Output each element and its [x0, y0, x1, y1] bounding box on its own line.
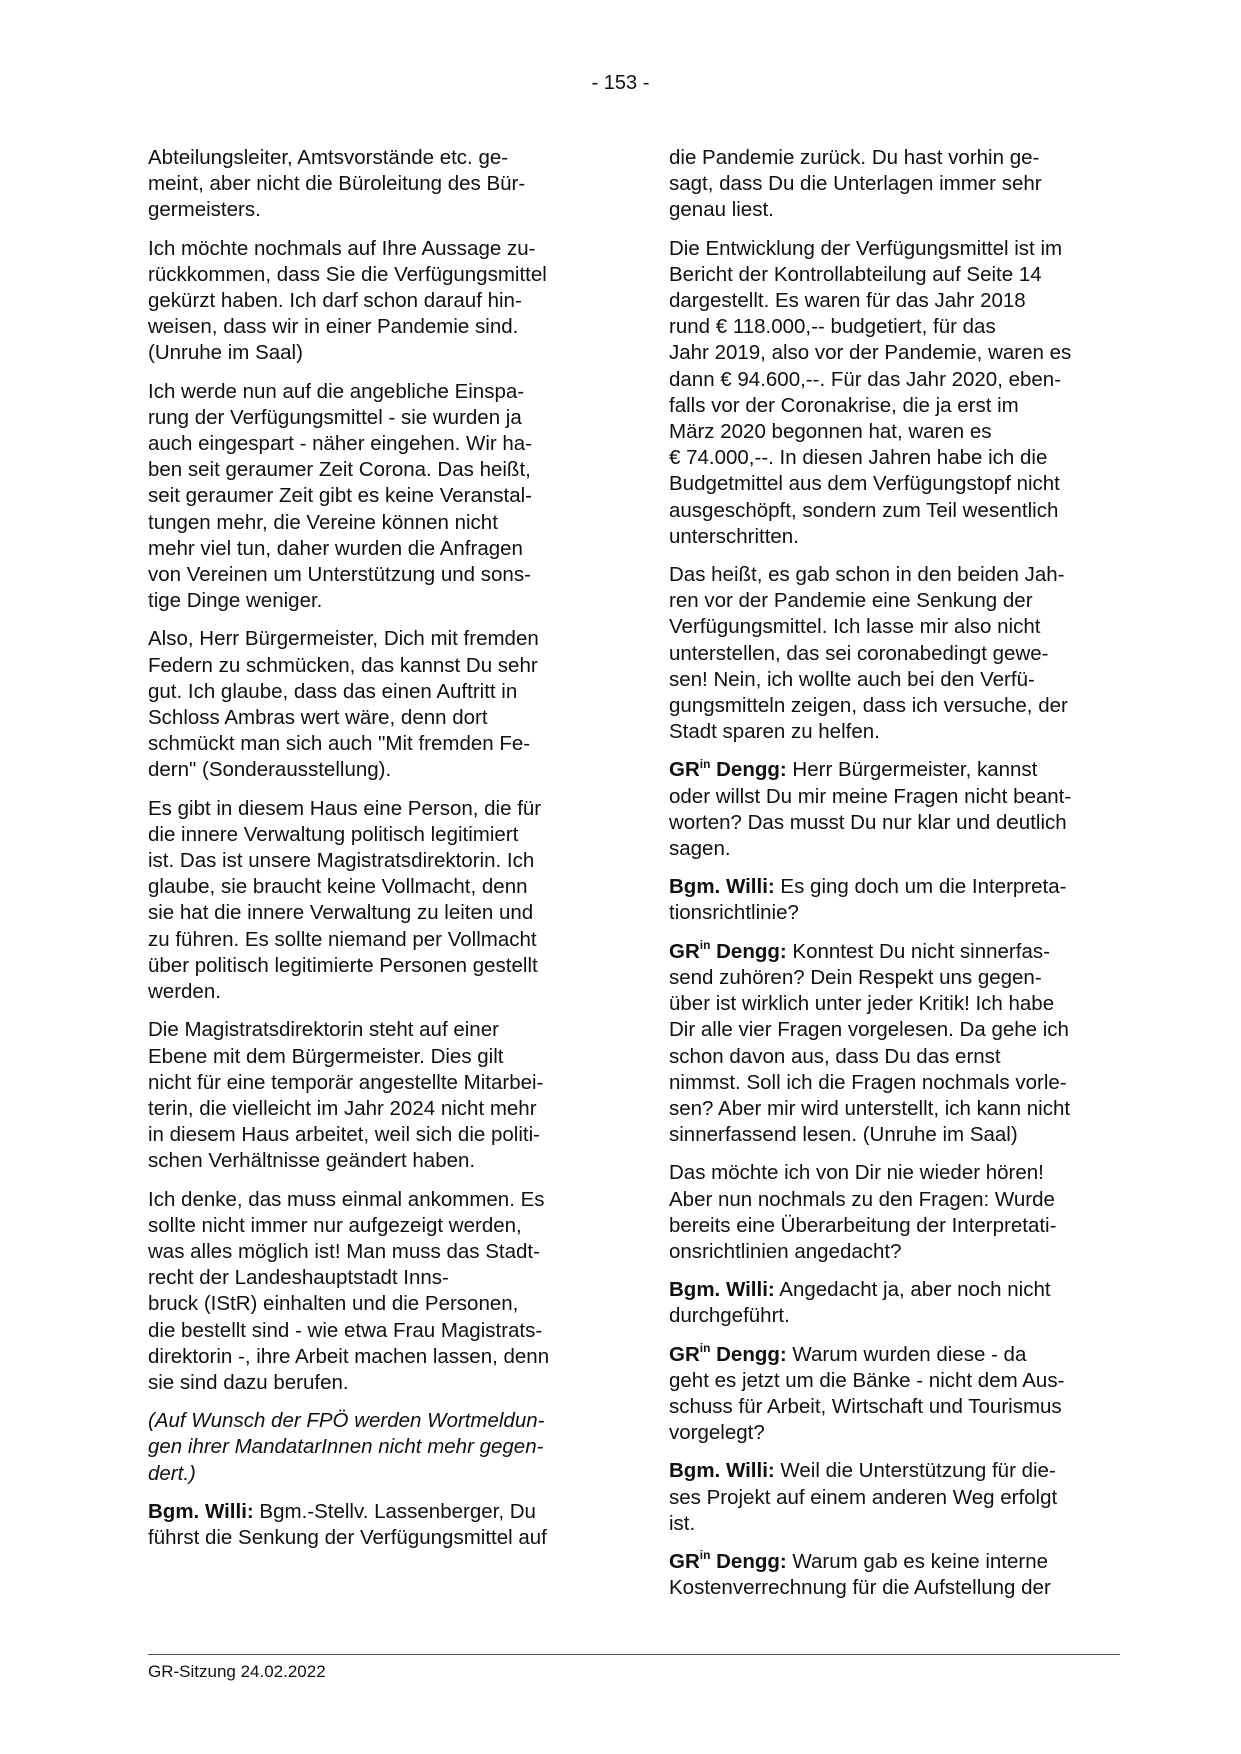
speech-text: Herr Bürgermeister, kannst oder willst Du mir meine Fragen nicht beant- worten? Das musst Du nur klar und deutlich sagen. [669, 758, 1072, 861]
footer-divider [148, 1654, 1120, 1655]
speech-paragraph [669, 939, 1121, 1149]
editorial-note: (Auf Wunsch der FPÖ werden Wortmeldun- gen ihrer MandatarInnen nicht mehr gegen- dert.) [148, 1409, 545, 1485]
speech-paragraph [148, 1499, 600, 1551]
footer-text: GR-Sitzung 24.02.2022 [148, 1662, 326, 1681]
paragraph: Die Magistratsdirektorin steht auf einer Ebene mit dem Bürgermeister. Dies gilt nicht für eine temporär angestellte Mitarbei- terin, die vielleicht im Jahr 2024 nicht mehr in diesem Haus arbeitet, weil sich die politi- schen Verhältnisse geändert haben. [148, 1018, 544, 1173]
paragraph: Das heißt, es gab schon in den beiden Jah- ren vor der Pandemie eine Senkung der Verfügungsmittel. Ich lasse mir also nicht unterstellen, das sei coronabedingt gewe- sen! Nein, ich wollte auch bei den Verfü- gungsmitteln zeigen, dass ich versuche, der Stadt sparen zu helfen. [669, 563, 1068, 744]
speaker-name: $GR^{in}$ Dengg: [669, 937, 787, 963]
speech-text: Konntest Du nicht sinnerfas- send zuhören? Dein Respekt uns gegen- über ist wirklich unter jeder Kritik! Ich habe Dir alle vier Fragen vorgelesen. Da gehe ich schon davon aus, dass Du das ernst nimmst. Soll ich die Fragen nochmals vorle- sen? Aber mir wird unterstellt, ich kann nicht sinnerfassend lesen. (Unruhe im Saal) [669, 939, 1071, 1147]
right-column [669, 145, 1121, 1613]
speech-paragraph [669, 1458, 1121, 1537]
paragraph: Ich denke, das muss einmal ankommen. Es sollte nicht immer nur aufgezeigt werden, was alles möglich ist! Man muss das Stadt- recht der Landeshauptstadt Inns- bruck (IStR) einhalten und die Personen, die bestellt sind - wie etwa Frau Magistrats- direktorin -, ihre Arbeit machen lassen, denn sie sind dazu berufen. [148, 1187, 550, 1394]
speaker-name: Bgm. Willi: [669, 875, 775, 899]
paragraph: Also, Herr Bürgermeister, Dich mit fremden Federn zu schmücken, das kannst Du sehr gut. Ich glaube, dass das einen Auftritt in Schloss Ambras wert wäre, denn dort schmückt man sich auch "Mit fremden Fe- dern" (Sonderausstellung). [148, 627, 539, 782]
speech-text: Warum wurden diese - da geht es jetzt um die Bänke - nicht dem Aus- schuss für Arbeit, Wirtschaft und Tourismus vorgelegt? [669, 1342, 1065, 1445]
speech-paragraph [669, 1549, 1121, 1601]
paragraph: Abteilungsleiter, Amtsvorstände etc. ge- meint, aber nicht die Büroleitung des Bür- germeisters. [148, 146, 526, 222]
speaker-name: $GR^{in}$ Dengg: [669, 1548, 787, 1573]
speech-paragraph [669, 874, 1121, 926]
speech-text: Es ging doch um die Interpreta- tionsrichtlinie? [669, 875, 1067, 925]
speech-text: Bgm.-Stellv. Lassenberger, Du führst die Senkung der Verfügungsmittel auf [148, 1499, 547, 1549]
speech-paragraph [669, 757, 1121, 862]
speech-text: Weil die Unterstützung für die- ses Projekt auf einem anderen Weg erfolgt ist. [669, 1459, 1058, 1535]
speaker-name: Bgm. Willi: [669, 1459, 775, 1483]
paragraph: Die Entwicklung der Verfügungsmittel ist im Bericht der Kontrollabteilung auf Seite 14 dargestellt. Es waren für das Jahr 2018 rund € 118.000,-- budgetiert, für das Jahr 2019, also vor der Pandemie, waren es dann € 94.600,--. Für das Jahr 2020, eben- falls vor der Coronakrise, die ja erst im März 2020 begonnen hat, waren es € 74.000,--. In diesen Jahren habe ich die Budgetmittel aus dem Verfügungstopf nicht ausgeschöpft, sondern zum Teil wesentlich unterschritten. [669, 236, 1072, 548]
paragraph: Ich werde nun auf die angebliche Einspa- rung der Verfügungsmittel - sie wurden ja auch eingespart - näher eingehen. Wir ha- ben seit geraumer Zeit Corona. Das heißt, seit geraumer Zeit gibt es keine Veranstal- tungen mehr, die Vereine können nicht mehr viel tun, daher wurden die Anfragen von Vereinen um Unterstützung und sons- tige Dinge weniger. [148, 379, 533, 613]
speech-text: Warum gab es keine interne Kostenverrechnung für die Aufstellung der [669, 1549, 1051, 1600]
paragraph: Das möchte ich von Dir nie wieder hören! Aber nun nochmals zu den Fragen: Wurde bereits eine Überarbeitung der Interpretati- onsrichtlinien angedacht? [669, 1161, 1057, 1263]
paragraph: die Pandemie zurück. Du hast vorhin ge- sagt, dass Du die Unterlagen immer sehr genau liest. [669, 146, 1042, 222]
left-column [148, 145, 600, 1563]
speaker-name: $GR^{in}$ Dengg: [669, 756, 787, 782]
paragraph: Es gibt in diesem Haus eine Person, die für die innere Verwaltung politisch legitimiert ist. Das ist unsere Magistratsdirektorin. Ich glaube, sie braucht keine Vollmacht, denn sie hat die innere Verwaltung zu leiten und zu führen. Es sollte niemand per Vollmacht über politisch legitimierte Personen gestellt werden. [148, 796, 542, 1004]
speech-text: Angedacht ja, aber noch nicht durchgeführt. [669, 1278, 1051, 1328]
speaker-name: $GR^{in}$ Dengg: [669, 1340, 787, 1366]
paragraph: Ich möchte nochmals auf Ihre Aussage zu- rückkommen, dass Sie die Verfügungsmittel gekürzt haben. Ich darf schon darauf hin- weisen, dass wir in einer Pandemie sind. (Unruhe im Saal) [148, 236, 547, 365]
page-number: - 153 - [591, 72, 650, 94]
speaker-name: Bgm. Willi: [669, 1278, 775, 1302]
speech-paragraph [669, 1342, 1121, 1447]
speech-paragraph [669, 1277, 1121, 1329]
speaker-name: Bgm. Willi: [148, 1499, 254, 1523]
